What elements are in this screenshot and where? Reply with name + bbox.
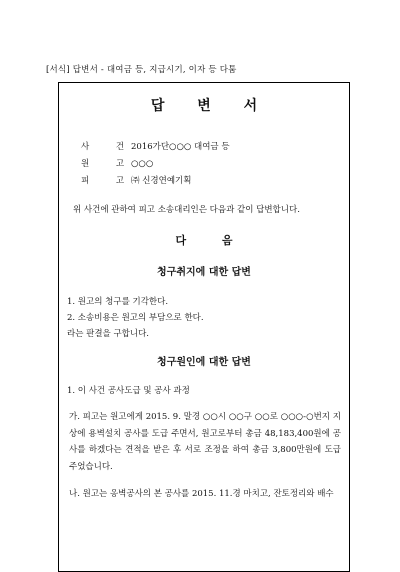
section-1-heading: 1. 이 사건 공사도급 및 공사 과정 <box>67 386 190 396</box>
paragraph-ga: 가. 피고는 원고에게 2015. 9. 말경 ○○시 ○○구 ○○로 ○○○-○번지 지상에 용벽설치 공사를 도급 주면서, 원고로부터 총금 48,183,400원에 공사를 하겠다는 견적을 받은 후 서로 조정을 하여 총금 3,800만원에 도급 주었습니다. <box>69 412 341 472</box>
party-plaintiff-value: ○○○ <box>131 159 154 169</box>
cause-heading: 청구원인에 대한 답변 <box>157 357 251 368</box>
paragraph-na: 나. 원고는 옹벽공사의 본 공사를 2015. 11.경 마치고, 잔토정리와 배수 <box>69 489 334 499</box>
party-case <box>81 140 230 152</box>
claim-item-1: 1. 원고의 청구를 기각한다. <box>67 297 169 307</box>
claim-item-3: 라는 판결을 구합니다. <box>67 329 150 339</box>
form-caption: [서식] 답변서 - 대여금 등, 지급시기, 이자 등 다툼 <box>46 65 237 75</box>
party-case-label: 사 건 <box>81 142 137 152</box>
claim-item-2: 2. 소송비용은 원고의 부담으로 한다. <box>67 313 204 323</box>
next-heading: 다 음 <box>175 234 249 247</box>
party-plaintiff-label: 원 고 <box>81 159 137 169</box>
party-defendant <box>81 174 191 186</box>
intro-text: 위 사건에 관하여 피고 소송대리인은 다음과 같이 답변합니다. <box>73 205 300 215</box>
party-plaintiff <box>81 157 153 169</box>
document-title: 답 변 서 <box>150 98 272 114</box>
party-defendant-value: ㈜ 신경연예기획 <box>131 176 192 186</box>
party-defendant-label: 피 고 <box>81 176 137 186</box>
claim-heading: 청구취지에 대한 답변 <box>157 267 251 278</box>
answer-document <box>58 82 350 572</box>
party-case-value: 2016가단○○○ 대여금 등 <box>131 142 230 152</box>
